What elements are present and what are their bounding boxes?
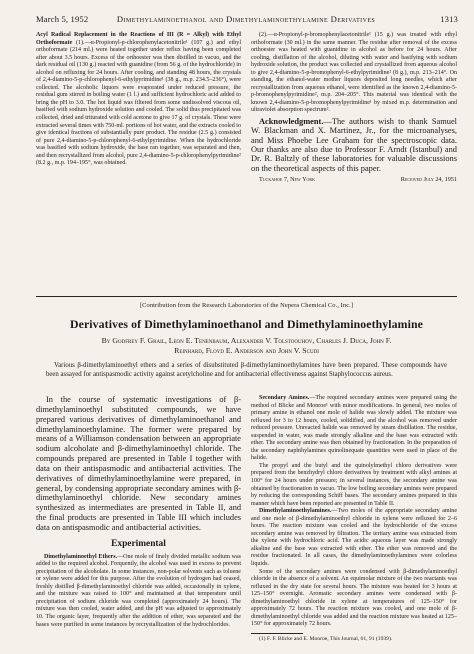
header-running-title: Dimethylaminoethanol and Dimethylaminoethylamine Derivatives [116, 14, 376, 24]
institution-address: Tuckahoe 7, New York [259, 175, 315, 183]
acknowledgment-text: —The authors wish to thank Samuel W. Blackman and X. Martinez, Jr., for the microanalyses, and Miss Phoebe Lee Graham for the spectroscopic data. Our thanks are also due to Professor F. Arndt (Istanbul) and Dr. R. Baltzly of these laboratories for valuable discussions on the theoretical aspects of this paper. [251, 117, 457, 173]
article-left-column [36, 395, 241, 629]
received-date: Received July 24, 1951 [400, 175, 457, 183]
secondary-amines-heading: Secondary Amines. [259, 395, 310, 401]
header-page-number: 1313 [440, 14, 458, 24]
introduction-paragraph: In the course of systematic investigations of β-dimethylaminoethyl substituted compounds, we have prepared various derivatives of dimethylaminoethanol and dimethylaminoethylamine. The former were prepared by means of a Williamson condensation between an appropriate sodium alcoholate and β-dimethylaminoethyl chloride. The compounds prepared are presented in Table I together with data on their antispasmodic and antibacterial activities. The derivatives of dimethylaminoethylamine were prepared, in general, by condensing appropriate secondary amines with β-dimethylaminoethyl chloride. New secondary amines synthesized as intermediates are presented in Table II, and the final products are presented in Table III which includes data on antispasmodic and antibacterial activities. [36, 395, 241, 532]
running-header [36, 14, 458, 28]
dimethylaminoethylamines-heading: Dimethylaminoethylamines. [259, 508, 332, 515]
previous-article-right-column [251, 32, 457, 183]
previous-article-left-column [36, 32, 241, 168]
acyl-replacement-paragraph [36, 32, 241, 168]
acknowledgment [251, 117, 457, 173]
authors-line-1: By Godfrey F. Grail, Leon E. Tenenbaum, Alexander V. Tolstoouhov, Charles J. Duca, John F. [101, 336, 392, 345]
authors-line-2: Reinhard, Floyd E. Anderson and John V. Scudi [174, 346, 319, 355]
ethers-text: —One mole of finely divided metallic sodium was added to the required alcohol. Frequently, the alcohol was used in excess to prevent precipitation of the alcoholate. In some instances, non-polar solvents such as toluene or xylene were added for this purpose. After the evolution of hydrogen had ceased, freshly distilled β-dimethylaminoethyl chloride was added, occasionally in xylene, and the mixture was raised to 100° and maintained at that temperature until precipitation of sodium chloride was completed (approximately 24 hours). The mixture was then cooled, water added, and the pH was adjusted to approximately 10. The organic layer, frequently after the addition of ether, was separated and the bases were purified in some instances by recrystallization of the hydrochlorides. [36, 553, 241, 628]
abstract: Various β-dimethylaminoethyl ethers and a series of disubstituted β-dimethylaminoethylamines have been prepared. These compounds have been assayed for antispasmodic activity against acetylcholine and for antibacterial effectiveness against Staphylococcus aureus. [46, 362, 447, 378]
article-separator-rule [36, 296, 457, 297]
secondary-amines-paragraph [251, 395, 457, 463]
acyl-replacement-heading: Acyl Radical Replacement in the Reactions of III (R = Alkyl) with Ethyl Orthoformate [36, 32, 241, 46]
article-title: Derivatives of Dimethylaminoethanol and Dimethylaminoethylamine [70, 317, 423, 331]
ethers-heading: Dimethylaminoethyl Ethers. [44, 553, 118, 560]
secondary-amines-paragraph-2: The propyl and the butyl and the quinolylmethyl chloro derivatives were prepared from the benzhydryl chloro derivatives by treatment with alkyl amines at 100° for 24 hours under pressure; in several instances, the secondary amine was obtained by fractionation in vacuo. The low boiling secondary amines were prepared by reducing the corresponding Schiff bases. The secondary amines prepared in this manner which have been reported are presented in Table II. [251, 462, 457, 507]
dimethylaminoethylamines-paragraph [251, 508, 457, 568]
acknowledgment-heading: Acknowledgment. [259, 117, 324, 127]
bromophenyl-paragraph: (2).—α-Propionyl-p-bromophenylacetonitrile¹ (15 g.) was treated with ethyl orthoformate (30 ml.) in the same manner. The residue after removal of the excess orthoester was heated with guanidine in alcohol as before for 24 hours. After cooling, distillation of the alcohol, diluting with water and basifying with sodium hydroxide solution, the product was collected and crystallized from aqueous alcohol to give 2,4-diamino-5-p-bromophenyl-6-ethylpyrimidine² (8 g.), m.p. 213–214°. On standing, the ethanol-water mother liquors deposited long needles, which after recrystallization from aqueous ethanol, were identified as the known 2,4-diamino-5-p-bromophenylpyrimidine², m.p. 204–205°. This material was identical with the known 2,4-diamino-5-p-bromophenylpyrimidine¹ by mixed m.p. determination and ultraviolet absorption spectrum². [251, 32, 457, 114]
article-right-column [251, 395, 457, 643]
dimethylaminoethylamines-text: —Two moles of the appropriate secondary amine and one mole of β-dimethylaminoethyl chloride in xylene were refluxed for 2–6 hours. The reaction mixture was cooled and the hydrochloride of the excess secondary amine was removed by filtration. The tertiary amine was extracted from the xylene with hydrochloric acid. The acidic aqueous layer was made strongly alkaline and the base was extracted with ether. The ether was removed and the residue fractionated. In all cases, the dimethylaminoethylamines were colorless liquids. [251, 508, 457, 568]
contribution-line: [Contribution from the Research Laboratories of the Nepera Chemical Co., Inc.] [139, 302, 354, 309]
author-list [46, 336, 447, 356]
header-date: March 5, 1952 [36, 14, 89, 24]
ethers-paragraph [36, 554, 241, 629]
experimental-heading: Experimental [111, 538, 166, 549]
dimethylaminoethylamines-paragraph-2: Some of the secondary amines were condensed with β-dimethylaminoethyl chloride in the absence of a solvent. An equimolar mixture of the two reactants was refluxed in the dry state for several hours. The mixture was heated for 3 hours at 125–150° overnight. Aromatic secondary amines were condensed with β-dimethylaminoethyl chloride in xylene at temperatures of 125–150° for approximately 72 hours. The reaction mixture was cooled, and one mole of β-dimethylaminoethyl chloride was added and the reaction mixture was heated at 125–150° for approximately 72 hours. [251, 568, 457, 628]
secondary-amines-text: —The required secondary amines were prepared using the method of Blicke and Monroe¹ with minor modifications. In general, two moles of primary amine in ethanol one mole of halide was slowly added. The mixture was refluxed for 3 to 12 hours, cooled, solidified, and the alcohol was removed under reduced pressure. Unreacted halide was removed by steam distillation. The residue, suspended in water, was made strongly alkaline and the base was extracted with ether. The secondary amine was then obtained by fractionation. In the preparation of the secondary naphthylamines quinolinequate quantities were used in place of the halide. [251, 395, 457, 462]
footnote: (1) F. F. Blicke and E. Monroe, This Journal, 61, 91 (1939). [259, 635, 393, 642]
footnote-rule [251, 633, 303, 634]
address-line [251, 176, 457, 184]
acyl-replacement-text: (1).—α-Propionyl-p-chlorophenylacetonitrile¹ (107 g.) and ethyl orthoformate (214 ml.) were heated together under reflux having been completed after about 3.5 hours. Excess of the orthoester was then distilled in vacuo, and the dark residual oil (130 g.) reacted with guanidine (from 56 g. of the hydrochloride) in alcohol on refluxing for 24 hours. After cooling, and standing 48 hours, the crystals of 2,4-diamino-5-p-chlorophenyl-6-ethylpyrimidine¹ (38 g., m.p. 234.5–236°), were collected. The alcoholic liquors were evaporated under reduced pressure, the residual gum stirred in boiling water (1 l.) and sufficient hydrochloric acid added to bring the pH to 3.0. The hot liquid was filtered from some undissolved viscous oil, basified with sodium hydroxide solution and cooled. The solid thus precipitated was collected, dried and triturated with cold acetone to give 17 g. of crystals. These were extracted several times with 750-ml. portions of hot water, and the extracts cooled to give identical fractions of substantially pure product. The residue (2.5 g.) consisted of pure 2,4-diamino-5-p-chlorophenyl-6-ethylpyrimidine. When the hydrochloride was basified with sodium hydroxide, the base ran together, was separated and then, and then recrystallized from alcohol, pure 2,4-diamino-5-p-chlorophenylpyrimidine² (8.2 g., m.p. 194–195°, was obtained. [36, 39, 241, 167]
